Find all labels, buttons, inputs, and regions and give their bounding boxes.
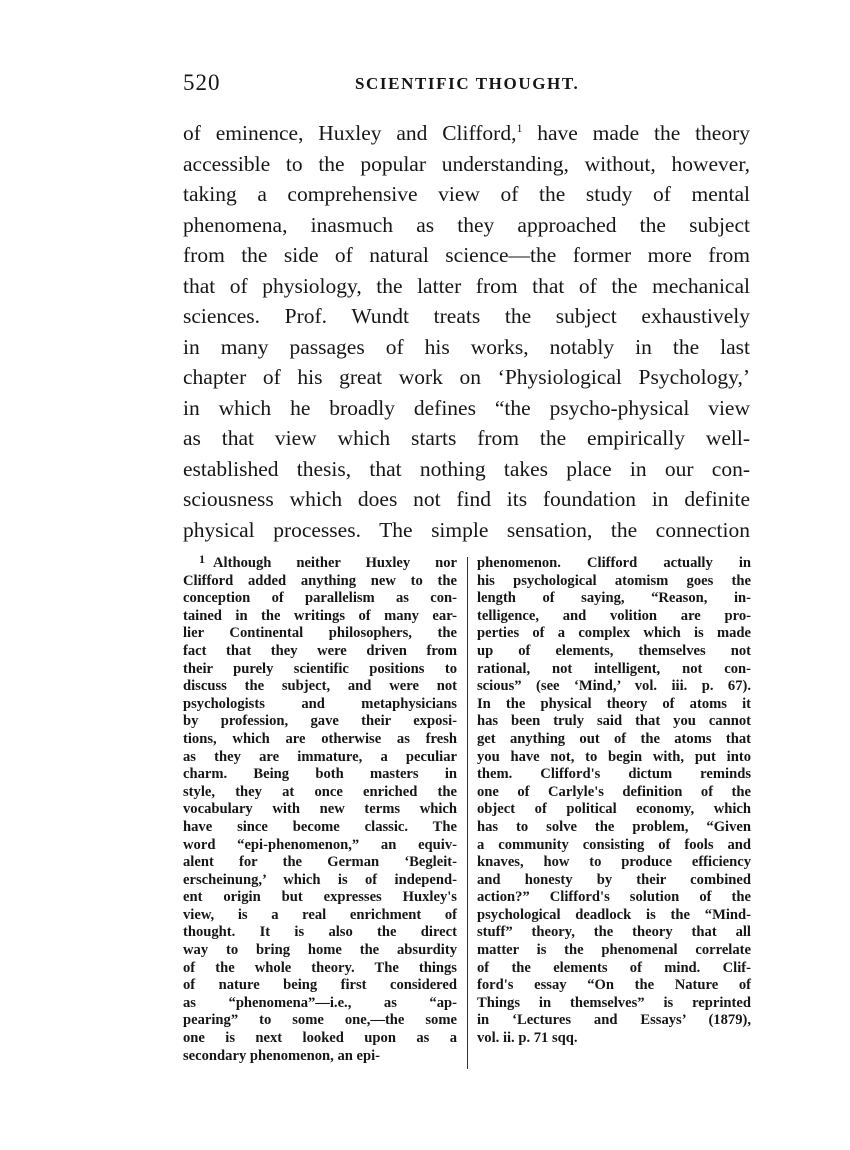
page-number: 520: [183, 70, 221, 95]
footnote-line: rational, not intelligent, not con-: [477, 660, 751, 677]
footnote-line: length of saying, “Reason, in-: [477, 590, 751, 607]
footnote-line: get anything out of the atoms that: [477, 730, 751, 747]
footnote-line: psychological deadlock is the “Mind-: [477, 906, 751, 923]
footnote-line: Clifford added anything new to the: [183, 572, 457, 589]
footnote-line: of the whole theory. The things: [183, 959, 457, 976]
footnote-line: tained in the writings of many ear-: [183, 607, 457, 624]
footnote-reference: 1: [516, 120, 523, 135]
footnote-line: ent origin but expresses Huxley's: [183, 889, 457, 906]
footnote-line: one of Carlyle's definition of the: [477, 783, 751, 800]
footnote-left-column: [183, 555, 457, 1065]
footnote-line: Things in themselves” is reprinted: [477, 994, 751, 1011]
body-line: physical processes. The simple sensation, the connection: [183, 517, 750, 542]
column-divider: [467, 557, 468, 1069]
footnote-line: ford's essay “On the Nature of: [477, 977, 751, 994]
body-line: phenomena, inasmuch as they approached the subject: [183, 212, 750, 237]
body-line: of eminence, Huxley and Clifford,$^1$ have made the theory: [183, 120, 750, 145]
footnote-line: a community consisting of fools and: [477, 836, 751, 853]
footnote-line: secondary phenomenon, an epi-: [183, 1047, 381, 1064]
footnote-line: has to solve the problem, “Given: [477, 818, 751, 835]
body-line: taking a comprehensive view of the study of mental: [183, 182, 750, 206]
footnote-line: charm. Being both masters in: [183, 766, 457, 783]
body-line: sciousness which does not find its foundation in definite: [183, 487, 750, 511]
footnote-line: tions, which are otherwise as fresh: [183, 730, 457, 747]
footnote-line: up of elements, themselves not: [477, 642, 751, 659]
footnote-line: matter is the phenomenal correlate: [477, 942, 751, 959]
body-line: in many passages of his works, notably in the last: [183, 334, 750, 359]
footnote-line: fact that they were driven from: [183, 642, 457, 659]
footnote-line: perties of a complex which is made: [477, 625, 751, 642]
footnote-line: pearing” to some one,—the some: [183, 1012, 457, 1029]
footnote-line: way to bring home the absurdity: [183, 942, 457, 959]
footnote-line: lier Continental philosophers, the: [183, 625, 457, 642]
footnote-line: view, is a real enrichment of: [183, 906, 457, 923]
footnote-line: object of political economy, which: [477, 801, 751, 818]
footnote-line: action?” Clifford's solution of the: [477, 889, 751, 906]
footnote-line: their purely scientific positions to: [183, 660, 457, 677]
body-line: accessible to the popular understanding, without, however,: [183, 151, 750, 176]
footnote-line: as “phenomena”—i.e., as “ap-: [183, 994, 457, 1011]
body-line: that of physiology, the latter from that of the mechanical: [183, 273, 750, 298]
footnote-line: phenomenon. Clifford actually in: [477, 555, 751, 571]
footnote-line: them. Clifford's dictum reminds: [477, 766, 751, 783]
footnote-line: his psychological atomism goes the: [477, 572, 751, 589]
footnote-line: knaves, how to produce efficiency: [477, 854, 751, 871]
footnote-line: and honesty by their combined: [477, 871, 751, 888]
body-line: sciences. Prof. Wundt treats the subject exhaustively: [183, 304, 750, 328]
footnote-line: Although neither Huxley nor: [213, 555, 457, 571]
body-line: as that view which starts from the empirically well-: [183, 426, 750, 450]
footnote-line: as they are immature, a peculiar: [183, 748, 457, 765]
footnote-line: vocabulary with new terms which: [183, 801, 457, 818]
footnote-line: in ‘Lectures and Essays’ (1879),: [477, 1012, 751, 1029]
footnote-line: psychologists and metaphysicians: [183, 695, 457, 712]
footnote-marker: 1: [199, 552, 205, 566]
body-line: in which he broadly defines “the psycho-physical view: [183, 395, 750, 420]
footnote-line: In the physical theory of atoms it: [477, 695, 751, 712]
body-line: from the side of natural science—the former more from: [183, 243, 750, 267]
footnote-line: of nature being first considered: [183, 977, 457, 994]
footnote-line: of the elements of mind. Clif-: [477, 959, 751, 976]
footnote-line: has been truly said that you cannot: [477, 713, 751, 730]
footnote-line: alent for the German ‘Begleit-: [183, 854, 457, 871]
footnote-line: have since become classic. The: [183, 818, 457, 835]
body-line: chapter of his great work on ‘Physiological Psychology,’: [183, 365, 750, 389]
footnote-line: conception of parallelism as con-: [183, 590, 457, 607]
footnote-line: scious” (see ‘Mind,’ vol. iii. p. 67).: [477, 678, 751, 695]
footnote-line: vol. ii. p. 71 sqq.: [477, 1030, 578, 1047]
footnote-line: style, they at once enriched the: [183, 783, 457, 800]
footnote-line: by profession, gave their exposi-: [183, 713, 457, 730]
footnote-line: word “epi-phenomenon,” an equiv-: [183, 836, 457, 853]
footnote-line: telligence, and volition are pro-: [477, 607, 751, 624]
running-head: SCIENTIFIC THOUGHT.: [355, 74, 580, 93]
footnote-line: stuff” theory, the theory that all: [477, 924, 751, 941]
footnote-line: discuss the subject, and were not: [183, 678, 457, 695]
page-header: [183, 70, 750, 104]
footnote-right-column: [477, 555, 751, 1048]
footnote-line: thought. It is also the direct: [183, 924, 457, 941]
footnote-line: erscheinung,’ which is of independ-: [183, 871, 457, 888]
main-body-text: [183, 118, 750, 545]
body-line: established thesis, that nothing takes place in our con-: [183, 456, 750, 481]
footnote-line: one is next looked upon as a: [183, 1030, 457, 1047]
footnote-area: [183, 552, 751, 1075]
footnote-line: you have not, to begin with, put into: [477, 748, 751, 765]
